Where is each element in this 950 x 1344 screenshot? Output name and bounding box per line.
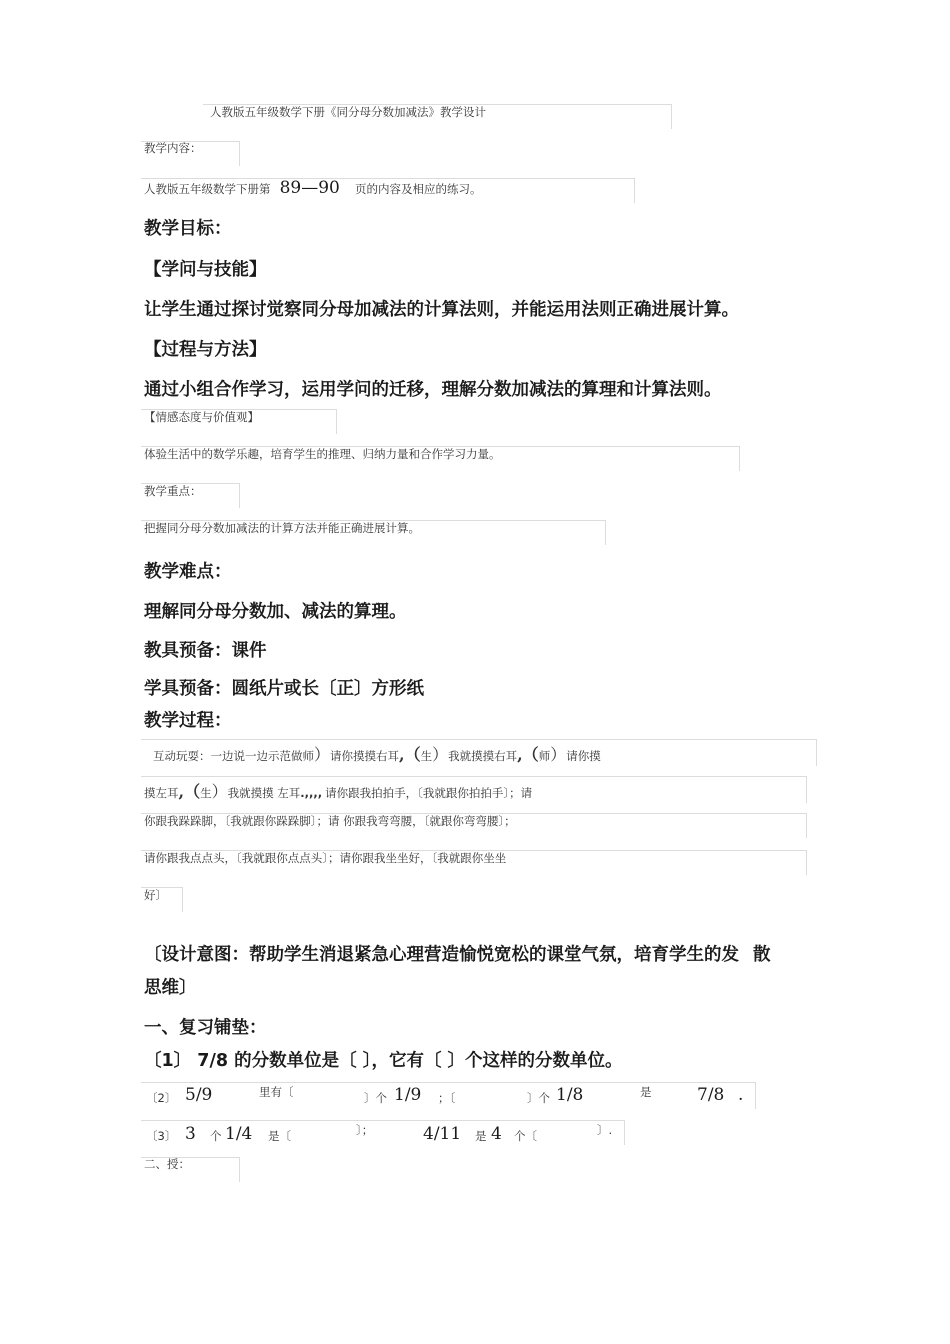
review-q2-unit1: 〕个: [364, 1091, 387, 1105]
knowledge-heading: 【学问与技能】: [144, 260, 267, 280]
activity-line1: 互动玩耍：一边说一边示范做师）请你摸摸右耳,（生）我就摸摸右耳,（师）请你摸: [153, 745, 601, 764]
review-q2-unit2: 〕个: [527, 1091, 550, 1105]
difficulty-text: 理解同分母分数加、减法的算理。: [144, 602, 407, 622]
design-line2: 思维〕: [144, 978, 197, 998]
activity-line5: 好〕: [144, 888, 167, 902]
activity-line2: 摸左耳,（生）我就摸摸 左耳.,,,, 请你跟我拍拍手，〔我就跟你拍拍手〕；请: [144, 782, 533, 801]
activity-line2-sheng: 生: [200, 786, 212, 800]
review-q3-is: 是〔: [268, 1129, 291, 1143]
design-line1-end: 散: [753, 945, 771, 965]
activity-line1-shi: 师: [538, 749, 551, 763]
key-label: 教学重点：: [144, 484, 202, 498]
review-q2-has: 里有〔: [259, 1085, 294, 1099]
review-q3-ge2: 个〔: [514, 1129, 537, 1143]
activity-line1-sheng: 生: [420, 749, 433, 763]
activity-line2-c: 请你跟我拍拍手，〔我就跟你拍拍手〕；请: [325, 786, 533, 800]
review-q2-is: 是: [640, 1085, 652, 1099]
activity-line2-b: 我就摸摸 左耳: [227, 786, 301, 800]
review-q3-num2: 4: [491, 1124, 502, 1144]
review-q2-f2: 1/8: [556, 1085, 584, 1105]
design-line1: [144, 941, 771, 966]
activity-line3: 你跟我跺跺脚，〔我就跟你跺跺脚〕；请 你跟我弯弯腰，〔就跟你弯弯腰〕；: [144, 814, 516, 828]
process-title: 教学过程：: [144, 711, 232, 731]
teacher-tools: 教具预备：课件: [144, 641, 267, 661]
content-line: [144, 178, 481, 198]
content-suffix: 页的内容及相应的练习。: [354, 182, 482, 196]
activity-line2-dots: .,,,,: [300, 786, 323, 800]
review-q3-num: 3: [185, 1124, 196, 1144]
content-prefix: 人教版五年级数学下册第: [144, 182, 271, 196]
review-q3-label: 〔3〕: [146, 1129, 177, 1143]
review-q3-f2: 4/11: [423, 1124, 462, 1144]
review-q1: 〔1〕 7/8 的分数单位是〔 〕，它有〔 〕个这样的分数单位。: [144, 1051, 623, 1071]
review-q3-close: 〕；: [356, 1123, 374, 1137]
difficulty-heading: 教学难点：: [144, 562, 232, 582]
process-heading: 【过程与方法】: [144, 340, 267, 360]
page-title: 人教版五年级数学下册《同分母分数加减法》教学设计: [210, 105, 486, 119]
review-q2-label: 〔2〕: [146, 1091, 177, 1105]
process-text: 通过小组合作学习，运用学问的迁移，理解分数加减法的算理和计算法则。: [144, 380, 722, 400]
review-q3-is2: 是: [475, 1129, 487, 1143]
emotion-text: 体验生活中的数学乐趣，培育学生的推理、归纳力量和合作学习力量。: [144, 447, 501, 461]
review-q2-f3: 7/8: [697, 1085, 725, 1105]
activity-line1-c: 我就摸摸右耳: [448, 749, 518, 763]
emotion-heading: 【情感态度与价值观】: [144, 410, 259, 424]
activity-line1-d: 请你摸: [566, 749, 601, 763]
activity-line4: 请你跟我点点头，〔我就跟你点点头〕；请你跟我坐坐好，〔我就跟你坐坐: [144, 851, 507, 865]
review-q3-ge: 个: [210, 1129, 222, 1143]
student-tools: 学具预备：圆纸片或长〔正〕方形纸: [144, 679, 424, 699]
activity-line2-a: 摸左耳: [144, 786, 179, 800]
design-line1-text: 〔设计意图：帮助学生消退紧急心理营造愉悦宽松的课堂气氛，培育学生的发: [144, 945, 739, 965]
review-q3-f1: 1/4: [225, 1124, 253, 1144]
review-q2-sep: ；〔: [438, 1091, 456, 1105]
goals-heading: 教学目标：: [144, 219, 232, 239]
review-q3-end: 〕.: [597, 1123, 613, 1137]
activity-line1-b: 请你摸摸右耳: [330, 749, 400, 763]
activity-line1-a: 互动玩耍：一边说一边示范做师: [153, 749, 314, 763]
review-q2-end: .: [738, 1085, 744, 1105]
content-pages: 89—90: [279, 178, 340, 198]
section2-label: 二、授：: [144, 1157, 190, 1171]
key-text: 把握同分母分数加减法的计算方法并能正确进展计算。: [144, 521, 420, 535]
review-q2-num: 5/9: [185, 1085, 213, 1105]
review-heading: 一、复习铺垫：: [144, 1018, 267, 1038]
content-label: 教学内容：: [144, 141, 202, 155]
knowledge-text: 让学生通过探讨觉察同分母加减法的计算法则，并能运用法则正确进展计算。: [144, 300, 739, 320]
review-q2-f1: 1/9: [394, 1085, 422, 1105]
